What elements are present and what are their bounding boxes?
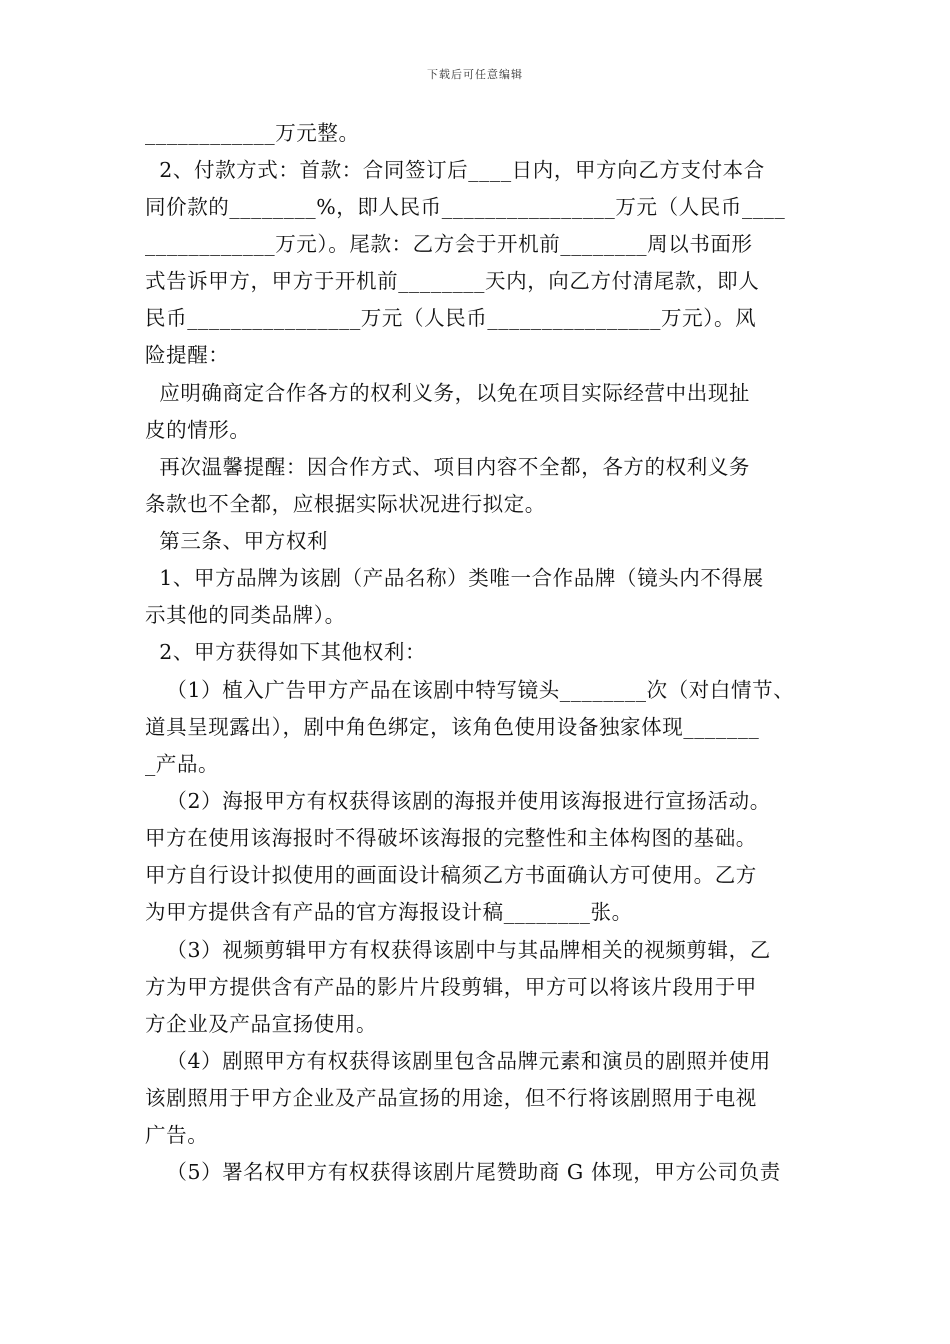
text-line: 式告诉甲方，甲方于开机前________天内，向乙方付清尾款，即人	[145, 269, 760, 293]
text-line: （3）视频剪辑甲方有权获得该剧中与其品牌相关的视频剪辑，乙	[145, 938, 771, 962]
text-line: 甲方在使用该海报时不得破坏该海报的完整性和主体构图的基础。	[145, 826, 757, 850]
text-line: ____________万元）。尾款：乙方会于开机前________周以书面形	[145, 232, 753, 256]
text-line: 条款也不全都，应根据实际状况进行拟定。	[145, 492, 546, 516]
text-line: 同价款的________%，即人民币________________万元（人民币____	[145, 195, 786, 219]
text-line: 为甲方提供含有产品的官方海报设计稿________张。	[145, 900, 633, 924]
text-line: 应明确商定合作各方的权利义务，以免在项目实际经营中出现扯	[145, 381, 751, 405]
text-line: 2、甲方获得如下其他权利：	[145, 640, 427, 664]
text-line: （1）植入广告甲方产品在该剧中特写镜头________次（对白情节、	[145, 678, 795, 702]
text-line: 再次温馨提醒：因合作方式、项目内容不全都，各方的权利义务	[145, 455, 751, 479]
text-line: 方为甲方提供含有产品的影片片段剪辑，甲方可以将该片段用于甲	[145, 975, 757, 999]
text-line: 险提醒：	[145, 343, 230, 367]
text-line: 示其他的同类品牌）。	[145, 603, 346, 627]
text-line: 该剧照用于甲方企业及产品宣扬的用途，但不行将该剧照用于电视	[145, 1086, 757, 1110]
text-line: （5）署名权甲方有权获得该剧片尾赞助商 G 体现，甲方公司负责	[145, 1160, 781, 1184]
text-line: ____________万元整。	[145, 121, 360, 145]
text-line: （2）海报甲方有权获得该剧的海报并使用该海报进行宣扬活动。	[145, 789, 771, 813]
text-line: _产品。	[145, 752, 220, 776]
text-line: 1、甲方品牌为该剧（产品名称）类唯一合作品牌（镜头内不得展	[145, 566, 764, 590]
page-header: 下载后可任意编辑	[427, 68, 523, 81]
text-line: 广告。	[145, 1123, 209, 1147]
text-line: 皮的情形。	[145, 418, 251, 442]
text-line: 民币________________万元（人民币________________万元）。风	[145, 306, 757, 330]
text-line: 2、付款方式：首款：合同签订后____日内，甲方向乙方支付本合	[145, 158, 765, 182]
text-line: （4）剧照甲方有权获得该剧里包含品牌元素和演员的剧照并使用	[145, 1049, 771, 1073]
text-line: 甲方自行设计拟使用的画面设计稿须乙方书面确认方可使用。乙方	[145, 863, 757, 887]
text-line: 方企业及产品宣扬使用。	[145, 1012, 378, 1036]
section-heading: 第三条、甲方权利	[145, 529, 329, 553]
text-line: 道具呈现露出），剧中角色绑定，该角色使用设备独家体现_______	[145, 715, 760, 739]
